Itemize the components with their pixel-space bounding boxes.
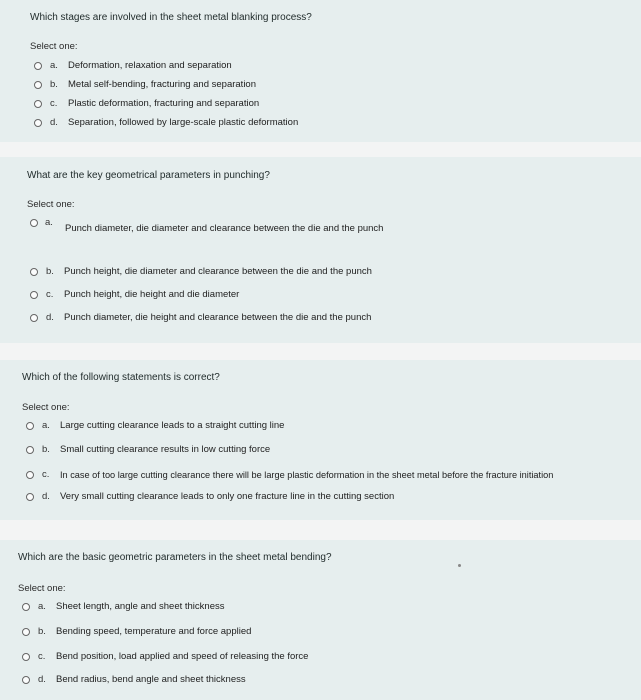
option-text: Punch height, die diameter and clearance between the die and the punch <box>64 266 372 277</box>
option-text: Bend radius, bend angle and sheet thickness <box>56 674 246 685</box>
option-letter: a. <box>45 217 53 228</box>
select-one-label: Select one: <box>30 41 78 52</box>
option-text: Metal self-bending, fracturing and separation <box>68 79 257 90</box>
option-b[interactable] <box>30 266 372 277</box>
radio-icon[interactable] <box>26 493 34 501</box>
option-text: Punch height, die height and die diameter <box>64 289 240 300</box>
option-a[interactable] <box>22 601 224 612</box>
option-a[interactable] <box>26 420 284 431</box>
option-text: Deformation, relaxation and separation <box>68 60 232 71</box>
option-text: In case of too large cutting clearance there will be large plastic deformation in the sheet metal before the fracture initiation <box>60 469 554 480</box>
radio-icon[interactable] <box>30 314 38 322</box>
option-text: Sheet length, angle and sheet thickness <box>56 601 225 612</box>
option-letter: b. <box>38 626 46 637</box>
stray-dot <box>458 564 461 567</box>
option-b[interactable] <box>22 626 251 637</box>
radio-icon[interactable] <box>30 219 38 227</box>
option-text: Bend position, load applied and speed of releasing the force <box>56 651 309 662</box>
option-letter: c. <box>38 651 46 662</box>
option-letter: d. <box>46 312 54 323</box>
question-text: What are the key geometrical parameters in punching? <box>27 170 270 181</box>
option-text: Small cutting clearance results in low cutting force <box>60 444 271 455</box>
radio-icon[interactable] <box>22 603 30 611</box>
option-a[interactable] <box>34 60 232 71</box>
option-text: Punch diameter, die height and clearance between the die and the punch <box>64 312 372 323</box>
option-letter: c. <box>42 469 50 480</box>
question-card-1 <box>0 0 641 142</box>
radio-icon[interactable] <box>26 471 34 479</box>
question-text: Which are the basic geometric parameters in the sheet metal bending? <box>18 552 332 563</box>
option-text: Bending speed, temperature and force applied <box>56 626 252 637</box>
radio-icon[interactable] <box>22 653 30 661</box>
option-letter: a. <box>38 601 46 612</box>
option-d[interactable] <box>22 674 246 685</box>
option-d[interactable] <box>34 117 298 128</box>
radio-icon[interactable] <box>34 100 42 108</box>
question-card-3 <box>0 360 641 520</box>
select-one-label: Select one: <box>27 199 75 210</box>
option-c[interactable] <box>22 651 308 662</box>
radio-icon[interactable] <box>30 291 38 299</box>
question-text: Which of the following statements is correct? <box>22 372 220 383</box>
radio-icon[interactable] <box>22 628 30 636</box>
question-card-4 <box>0 540 641 700</box>
radio-icon[interactable] <box>30 268 38 276</box>
option-letter: d. <box>50 117 58 128</box>
option-letter: d. <box>42 491 50 502</box>
option-letter: c. <box>50 98 58 109</box>
option-b[interactable] <box>34 79 256 90</box>
option-letter: a. <box>42 420 50 431</box>
option-c[interactable] <box>34 98 259 109</box>
select-one-label: Select one: <box>22 402 70 413</box>
radio-icon[interactable] <box>26 446 34 454</box>
radio-icon[interactable] <box>34 62 42 70</box>
radio-icon[interactable] <box>22 676 30 684</box>
radio-icon[interactable] <box>26 422 34 430</box>
option-text: Plastic deformation, fracturing and separation <box>68 98 260 109</box>
option-text: Punch diameter, die diameter and clearance between the die and the punch <box>65 223 384 234</box>
radio-icon[interactable] <box>34 81 42 89</box>
option-letter: b. <box>42 444 50 455</box>
option-b[interactable] <box>26 444 270 455</box>
option-text: Large cutting clearance leads to a straight cutting line <box>60 420 285 431</box>
option-letter: b. <box>50 79 58 90</box>
option-d[interactable] <box>26 491 394 502</box>
option-letter: a. <box>50 60 58 71</box>
option-text: Separation, followed by large-scale plastic deformation <box>68 117 299 128</box>
question-card-2 <box>0 157 641 343</box>
option-text: Very small cutting clearance leads to only one fracture line in the cutting section <box>60 491 395 502</box>
option-d[interactable] <box>30 312 371 323</box>
question-text: Which stages are involved in the sheet metal blanking process? <box>30 12 312 23</box>
option-c[interactable] <box>30 289 239 300</box>
radio-icon[interactable] <box>34 119 42 127</box>
option-a[interactable] <box>30 219 383 234</box>
select-one-label: Select one: <box>18 583 66 594</box>
option-c[interactable] <box>26 469 553 480</box>
option-letter: d. <box>38 674 46 685</box>
option-letter: c. <box>46 289 54 300</box>
option-letter: b. <box>46 266 54 277</box>
